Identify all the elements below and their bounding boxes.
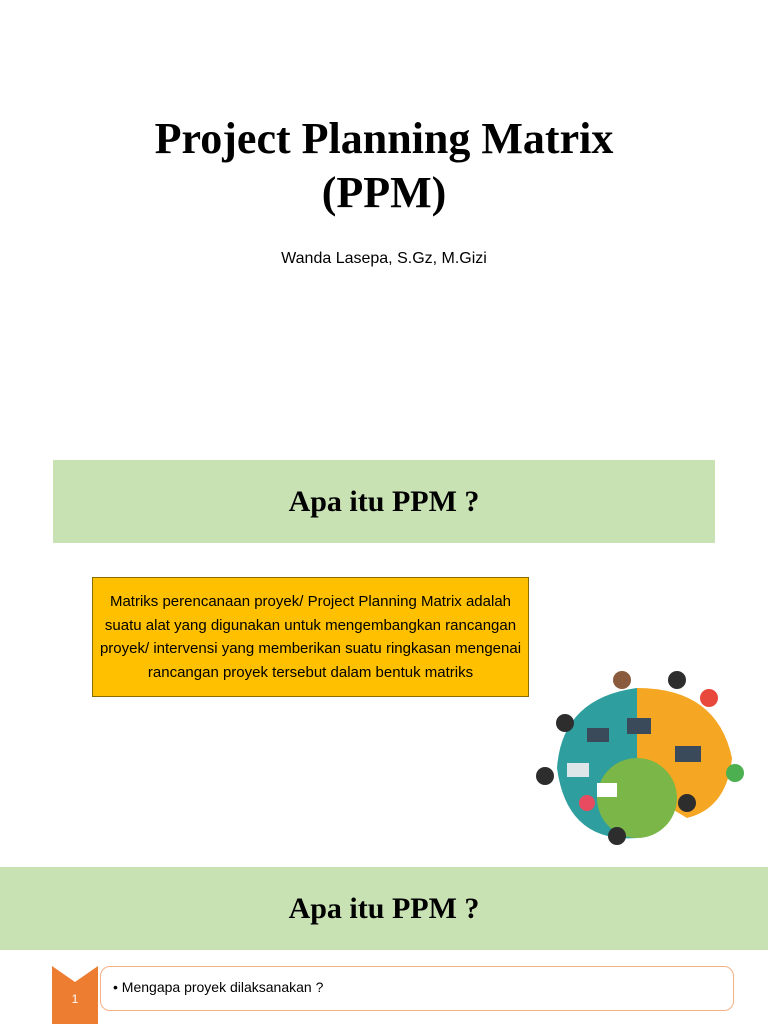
title-line-2: (PPM) <box>321 168 447 217</box>
author-name: Wanda Lasepa, S.Gz, M.Gizi <box>281 250 487 267</box>
person-icon <box>608 827 626 845</box>
section-heading-2: Apa itu PPM ? <box>288 891 480 925</box>
laptop-icon <box>675 746 701 762</box>
list-item-text: Mengapa proyek dilaksanakan ? <box>121 979 324 995</box>
person-icon <box>700 689 718 707</box>
paper-icon <box>597 783 617 797</box>
person-icon <box>678 794 696 812</box>
meeting-table-illustration-icon <box>527 658 757 858</box>
step-number: 1 <box>71 992 79 1006</box>
person-icon <box>556 714 574 732</box>
title-line-1: Project Planning Matrix <box>154 114 614 163</box>
list-item <box>100 966 734 1011</box>
laptop-icon <box>567 763 589 777</box>
person-icon <box>536 767 554 785</box>
laptop-icon <box>587 728 609 742</box>
section-heading-band <box>53 460 715 543</box>
section-heading: Apa itu PPM ? <box>288 484 480 518</box>
laptop-icon <box>627 718 651 734</box>
person-icon <box>726 764 744 782</box>
section-heading-band-2 <box>0 867 768 950</box>
person-icon <box>613 671 631 689</box>
definition-box <box>92 577 529 697</box>
person-icon <box>668 671 686 689</box>
green-table-shape <box>597 758 677 838</box>
bullet-icon: • <box>113 979 118 995</box>
page-title <box>0 112 768 220</box>
person-icon <box>579 795 595 811</box>
definition-text: Matriks perencanaan proyek/ Project Planning Matrix adalah suatu alat yang digunakan untuk mengembangkan rancangan proyek/ intervensi yang memberikan suatu ringkasan mengenai rancangan proyek tersebut dalam bentuk matriks <box>99 593 522 681</box>
